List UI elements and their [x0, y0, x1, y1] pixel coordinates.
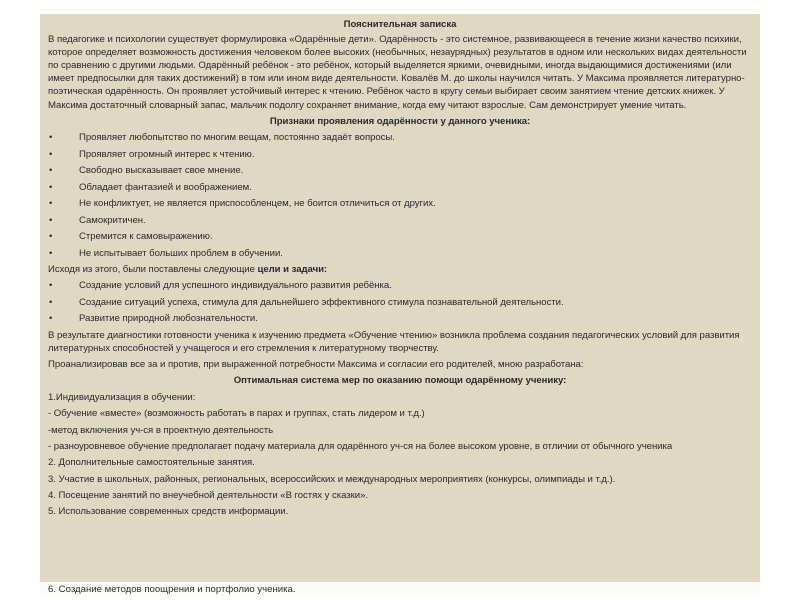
list-item: 2. Дополнительные самостоятельные занятия. — [48, 457, 255, 469]
list-item: • Не испытывает больших проблем в обучении. — [49, 247, 283, 259]
list-item: • Развитие природной любознательности. — [49, 313, 258, 325]
list-item: 6. Создание методов поощрения и портфолио ученика. — [48, 584, 296, 595]
last-line-strip — [40, 582, 760, 596]
bullet-icon: • — [49, 132, 53, 144]
explanatory-note-card — [40, 14, 760, 582]
goals-lead-bold: цели и задачи: — [257, 263, 328, 275]
note-title: Пояснительная записка — [343, 19, 457, 30]
bullet-icon: • — [49, 148, 53, 160]
list-item: - разноуровневое обучение предполагает подачу материала для одарённого уч-ся на более высоком уровне, в отличии от обычного ученика — [48, 440, 673, 452]
diagnosis-paragraph: В результате диагностики готовности ученика к изучению предмета «Обучение чтению» возникла проблема создания педагогических условий для развития литературных способностей у учащегося и его стремления к литературному творчеству. — [48, 329, 740, 354]
list-item: 4. Посещение занятий по внеучебной деятельности «В гостях у сказки». — [48, 490, 369, 502]
analysis-paragraph: Проанализировав все за и против, при выраженной потребности Максима и согласии его родителей, мною разработана: — [48, 359, 584, 371]
list-item: 1.Индивидуализация в обучении: — [48, 391, 196, 403]
signs-heading: Признаки проявления одарённости у данного ученика: — [269, 115, 531, 127]
list-item: • Создание условий для успешного индивидуального развития ребёнка. — [49, 280, 392, 292]
goals-lead: Исходя из этого, были поставлены следующие цели и задачи: — [48, 263, 328, 275]
list-item: • Свободно высказывает свое мнение. — [49, 165, 244, 177]
list-item: • Не конфликтует, не является приспособленцем, не боится отличиться от других. — [49, 198, 436, 210]
bullet-icon: • — [49, 313, 53, 325]
bullet-icon: • — [49, 296, 53, 308]
list-item: 5. Использование современных средств информации. — [48, 506, 289, 518]
bullet-icon: • — [49, 165, 53, 177]
list-item: • Обладает фантазией и воображением. — [49, 181, 252, 193]
bullet-icon: • — [49, 198, 53, 210]
list-item: • Проявляет огромный интерес к чтению. — [49, 148, 255, 160]
list-item: 3. Участие в школьных, районных, региональных, всероссийских и международных мероприятиях (конкурсы, олимпиады и т.д.). — [48, 473, 616, 485]
list-item: • Создание ситуаций успеха, стимула для дальнейшего эффективного стимула познавательной деятельности. — [49, 296, 564, 308]
bullet-icon: • — [49, 181, 53, 193]
system-list — [48, 391, 752, 519]
intro-paragraph: В педагогике и психологии существует формулировка «Одарённые дети». Одарённость - это системное, развивающееся в течение жизни качество психики, которое определяет возможность достижения человеком более высоких (необычных, незаурядных) результатов в одном или нескольких видах деятельности по сравнению с другими людьми. Одарённый ребёнок - это ребёнок, который выделяется яркими, очевидными, иногда выдающимися достижениями (или имеет предпосылки для таких достижений) в том или ином виде деятельности. Ковалёв М. до школы научился читать. У Максима проявляется литературно-поэтическая одарённость. Он проявляет устойчивый интерес к чтению. Ребёнок часто в кругу семьи выбирает своим занятием чтение детских книжек. У Максима достаточный словарный запас, мальчик подолгу сохраняет внимание, когда ему читают взрослые. Сам демонстрирует умение читать. — [48, 34, 747, 111]
bullet-icon: • — [49, 247, 53, 259]
signs-list — [48, 131, 752, 259]
bullet-icon: • — [49, 231, 53, 243]
system-heading: Оптимальная система мер по оказанию помощи одарённому ученику: — [233, 375, 567, 387]
list-item: • Проявляет любопытство по многим вещам, постоянно задаёт вопросы. — [49, 132, 395, 144]
goals-list — [48, 279, 752, 325]
list-item: - Обучение «вместе» (возможность работать в парах и группах, стать лидером и т.д.) — [48, 408, 425, 420]
list-item: -метод включения уч-ся в проектную деятельность — [48, 424, 274, 436]
bullet-icon: • — [49, 214, 53, 226]
bullet-icon: • — [49, 280, 53, 292]
list-item: • Самокритичен. — [49, 214, 146, 226]
list-item: • Стремится к самовыражению. — [49, 231, 213, 243]
